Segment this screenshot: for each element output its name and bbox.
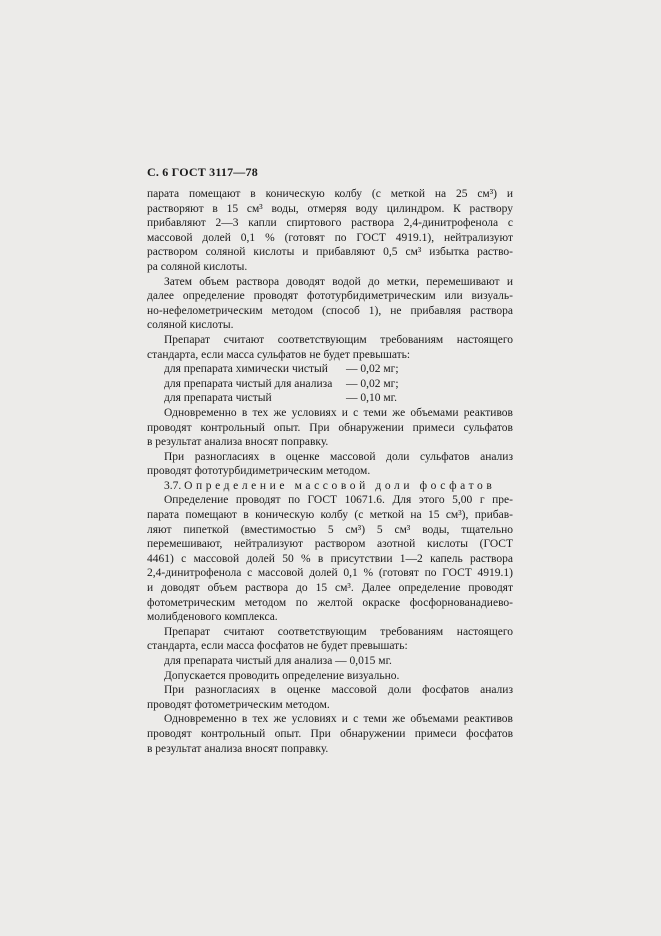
text-line: 2,4-динитрофенола с массовой долей 0,1 % (готовят по ГОСТ 4919.1) [147, 567, 513, 580]
text-line: 4461) с массовой долей 50 % в присутствии 1—2 капель раствора [147, 552, 513, 565]
limit-row: для препарата чистый для анализа — 0,015 мг. [164, 655, 392, 667]
limit-label: для препарата чистый для анализа [164, 377, 333, 390]
text-line: фотометрическим методом по желтой окраске фосфорнованадиево- [147, 596, 513, 609]
limit-label: для препарата чистый [164, 392, 272, 405]
text-line: Допускается проводить определение визуально. [164, 669, 400, 682]
text-line: прибавляют 2—3 капли спиртового раствора 2,4-динитрофенола с [147, 217, 513, 230]
section-number: 3.7. [164, 479, 182, 492]
text-line: массовой долей 0,1 % (готовят по ГОСТ 4919.1), нейтрализуют [147, 231, 513, 244]
text-line: Препарат считают соответствующим требованиям настоящего [164, 333, 513, 346]
text-line: в результат анализа вносят поправку. [147, 742, 329, 755]
text-line: но-нефелометрическим методом (способ 1), не прибавляя раствора [147, 304, 513, 317]
text-line: Определение проводят по ГОСТ 10671.6. Для этого 5,00 г пре- [164, 494, 513, 507]
section-heading [147, 479, 513, 494]
text-line: в результат анализа вносят поправку. [147, 436, 329, 449]
text-line: проводят фотометрическим методом. [147, 698, 330, 711]
text-line: молибденового комплекса. [147, 611, 278, 624]
limit-row [147, 377, 513, 392]
text-line: ра соляной кислоты. [147, 260, 248, 273]
text-line: стандарта, если масса фосфатов не будет превышать: [147, 640, 408, 653]
section-title: Определение массовой доли фосфатов [184, 479, 496, 492]
limit-value: — 0,02 мг; [346, 377, 399, 390]
text-line: стандарта, если масса сульфатов не будет превышать: [147, 348, 411, 361]
text-line: парата помещают в коническую колбу (с меткой на 15 см³), прибав- [147, 509, 513, 522]
text-line: растворяют в 15 см³ воды, отмеряя воду цилиндром. К раствору [147, 202, 513, 215]
text-line: Одновременно в тех же условиях и с теми же объемами реактивов [164, 713, 513, 726]
text-line: Затем объем раствора доводят водой до метки, перемешивают и [164, 275, 513, 288]
limit-row [147, 391, 513, 406]
limit-value: — 0,02 мг; [346, 363, 399, 376]
text-line: парата помещают в коническую колбу (с меткой на 25 см³) и [147, 188, 513, 200]
text-line: При разногласиях в оценке массовой доли фосфатов анализ [164, 684, 513, 697]
limit-label: для препарата химически чистый [164, 363, 328, 376]
text-line: ляют пипеткой (вместимостью 5 см³) 5 см³ воды, тщательно [147, 523, 513, 536]
text-line: соляной кислоты. [147, 319, 234, 332]
text-line: проводят контрольный опыт. При обнаружении примеси фосфатов [147, 727, 513, 740]
page-header: С. 6 ГОСТ 3117—78 [147, 165, 258, 179]
text-line: далее определение проводят фототурбидиметрическим или визуаль- [147, 290, 513, 303]
body-text [147, 187, 513, 756]
text-line: проводят фототурбидиметрическим методом. [147, 465, 371, 478]
limit-value: — 0,10 мг. [346, 392, 397, 405]
limit-row [147, 362, 513, 377]
text-line: При разногласиях в оценке массовой доли сульфатов анализ [164, 450, 513, 463]
text-line: проводят контрольный опыт. При обнаружении примеси сульфатов [147, 421, 513, 434]
text-line: Препарат считают соответствующим требованиям настоящего [164, 625, 513, 638]
text-line: Одновременно в тех же условиях и с теми же объемами реактивов [164, 406, 513, 419]
text-line: и доводят объем раствора до 15 см³. Далее определение проводят [147, 582, 513, 595]
text-line: перемешивают, нейтрализуют раствором азотной кислоты (ГОСТ [147, 538, 513, 551]
text-line: раствором соляной кислоты и прибавляют 0,5 см³ избытка раство- [147, 246, 513, 259]
